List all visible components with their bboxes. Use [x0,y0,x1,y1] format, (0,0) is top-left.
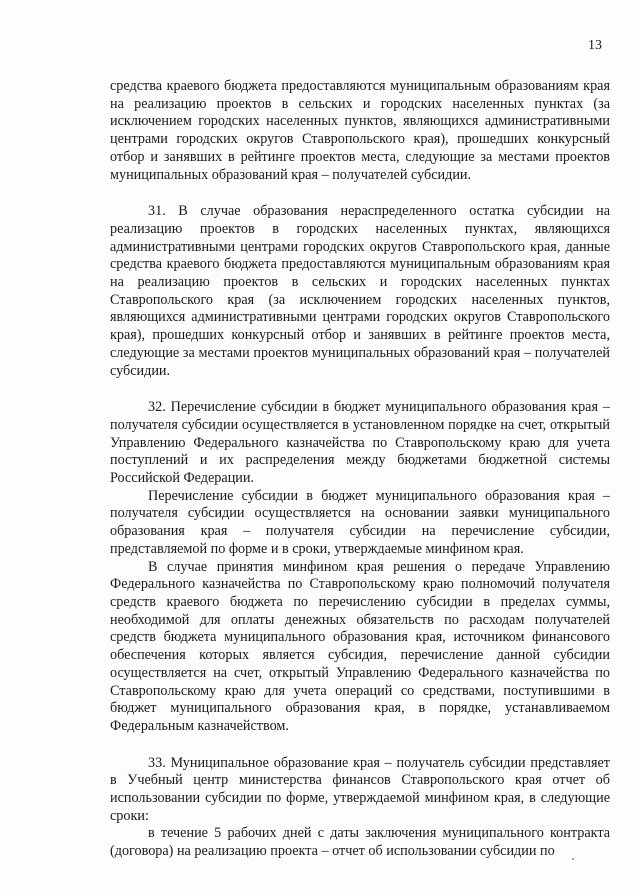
paragraph-32-treasury-powers: В случае принятия минфином края решения о передаче Управлению Федерального казначейства по Ставропольскому краю полномочий получателя средств краевого бюджета по перечислению субсидии в пределах суммы, необходимой для оплаты денежных обязательств по расходам получателей средств бюджета муниципального образования края, источником финансового обеспечения которых является субсидия, перечисление данной субсидии осуществляется на счет, открытый Управлению Федерального казначейства по Ставропольскому краю для учета операций со средствами, поступившими в бюджет муниципального образования края, в порядке, устанавливаемом Федеральным казначейством. [110,558,610,734]
paragraph-33-deadline: в течение 5 рабочих дней с даты заключения муниципального контракта (договора) на реализацию проекта – отчет об использовании субсидии по [110,825,610,860]
scan-speck [572,858,574,860]
paragraph-31: 31. В случае образования нераспределенного остатка субсидии на реализацию проектов в городских населенных пунктах, являющихся административными центрами городских округов Ставропольского края, данные средства краевого бюджета предоставляются муниципальным образованиям края на реализацию проектов в сельских и городских населенных пунктах Ставропольского края (за исключением городских населенных пунктов, являющихся административными центрами городских округов Ставропольского края), прошедших конкурсный отбор и занявших в рейтинге проектов места, следующие за местами проектов муниципальных образований края – получателей субсидии. [110,203,610,379]
paragraph-continuation: средства краевого бюджета предоставляются муниципальным образованиям края на реализацию проектов в сельских и городских населенных пунктах (за исключением городских населенных пунктов, являющихся административными центрами городских округов Ставропольского края), прошедших конкурсный отбор и занявших в рейтинге проектов места, следующие за местами проектов муниципальных образований края – получателей субсидии. [110,78,610,183]
paragraph-33: 33. Муниципальное образование края – получатель субсидии представляет в Учебный центр министерства финансов Ставропольского края отчет об использовании субсидии по форме, утверждаемой минфином края, в следующие сроки: [110,754,610,824]
page-number: 13 [588,38,602,53]
document-body [110,78,610,861]
paragraph-32-transfer-basis: Перечисление субсидии в бюджет муниципального образования края – получателя субсидии осуществляется на основании заявки муниципального образования края – получателя субсидии на перечисление субсидии, представляемой по форме и в сроки, утверждаемые минфином края. [110,487,610,557]
paragraph-32: 32. Перечисление субсидии в бюджет муниципального образования края – получателя субсидии осуществляется в установленном порядке на счет, открытый Управлению Федерального казначейства по Ставропольскому краю для учета поступлений и их распределения между бюджетами бюджетной системы Российской Федерации. [110,399,610,487]
